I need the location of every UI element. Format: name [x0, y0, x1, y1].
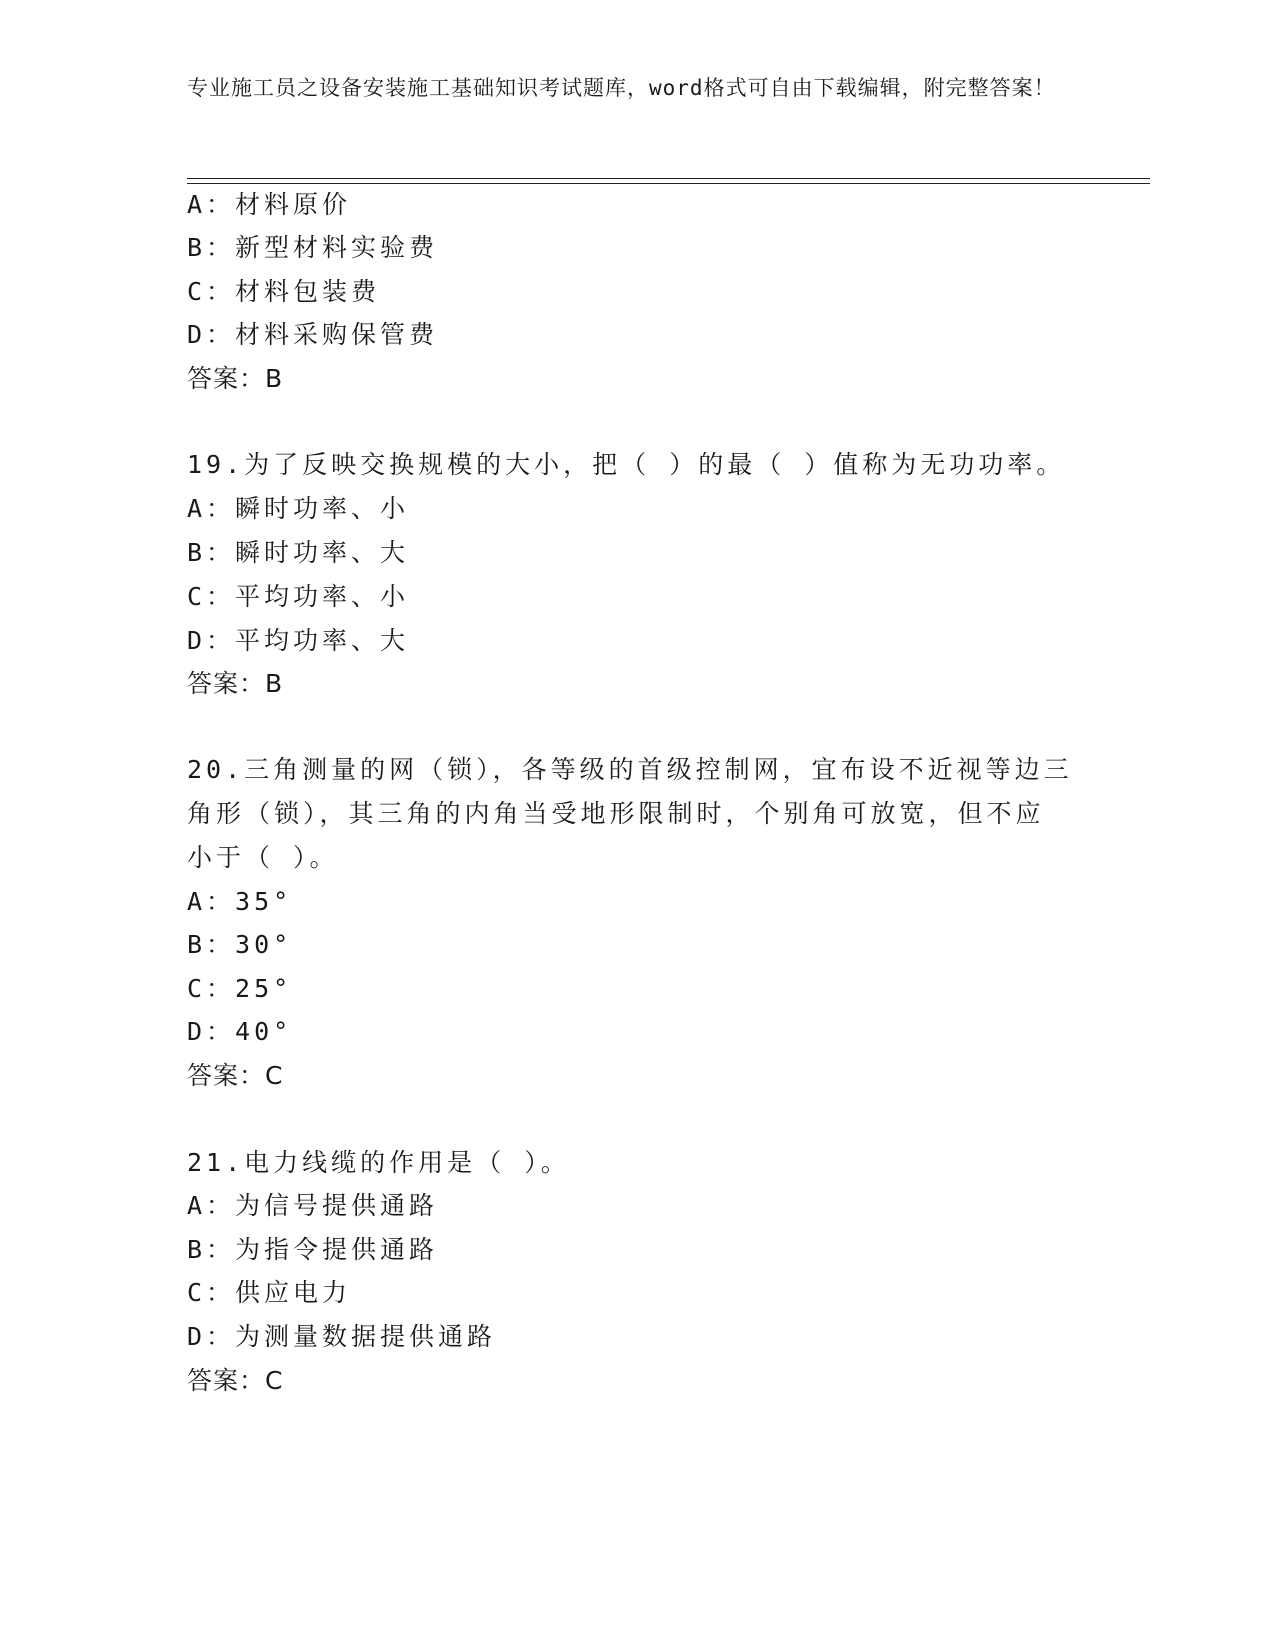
option-b: B：为指令提供通路 [187, 1235, 439, 1264]
option-d: D：材料采购保管费 [187, 320, 439, 349]
option-d: D：40° [187, 1017, 293, 1046]
option-c: C：供应电力 [187, 1278, 352, 1307]
option-a: A：材料原价 [187, 190, 352, 219]
option-a: A：35° [187, 887, 293, 916]
answer: 答案：B [187, 669, 284, 698]
header-divider-bottom [187, 183, 1150, 184]
answer: 答案：C [187, 1061, 284, 1090]
question-20-text-line-2: 角形（锁），其三角的内角当受地形限制时，个别角可放宽，但不应 [187, 799, 1045, 828]
option-b: B：瞬时功率、大 [187, 538, 410, 567]
question-21-text: 21.电力线缆的作用是（ ）。 [187, 1148, 570, 1177]
option-d: D：为测量数据提供通路 [187, 1322, 497, 1351]
document-header: 专业施工员之设备安装施工基础知识考试题库，word格式可自由下载编辑，附完整答案！ [187, 76, 1056, 100]
answer: 答案：C [187, 1366, 284, 1395]
option-b: B：新型材料实验费 [187, 233, 439, 262]
answer: 答案：B [187, 364, 284, 393]
option-a: A：瞬时功率、小 [187, 494, 410, 523]
question-20-text-line-3: 小于（ ）。 [187, 843, 339, 872]
question-19-text: 19.为了反映交换规模的大小，把（ ）的最（ ）值称为无功功率。 [187, 450, 1066, 479]
option-c: C：材料包装费 [187, 277, 381, 306]
question-20-text-line-1: 20.三角测量的网（锁），各等级的首级控制网，宜布设不近视等边三 [187, 755, 1073, 784]
header-divider-top [187, 178, 1150, 179]
option-c: C：平均功率、小 [187, 582, 410, 611]
option-d: D：平均功率、大 [187, 626, 410, 655]
option-c: C：25° [187, 974, 293, 1003]
option-a: A：为信号提供通路 [187, 1191, 439, 1220]
option-b: B：30° [187, 930, 293, 959]
